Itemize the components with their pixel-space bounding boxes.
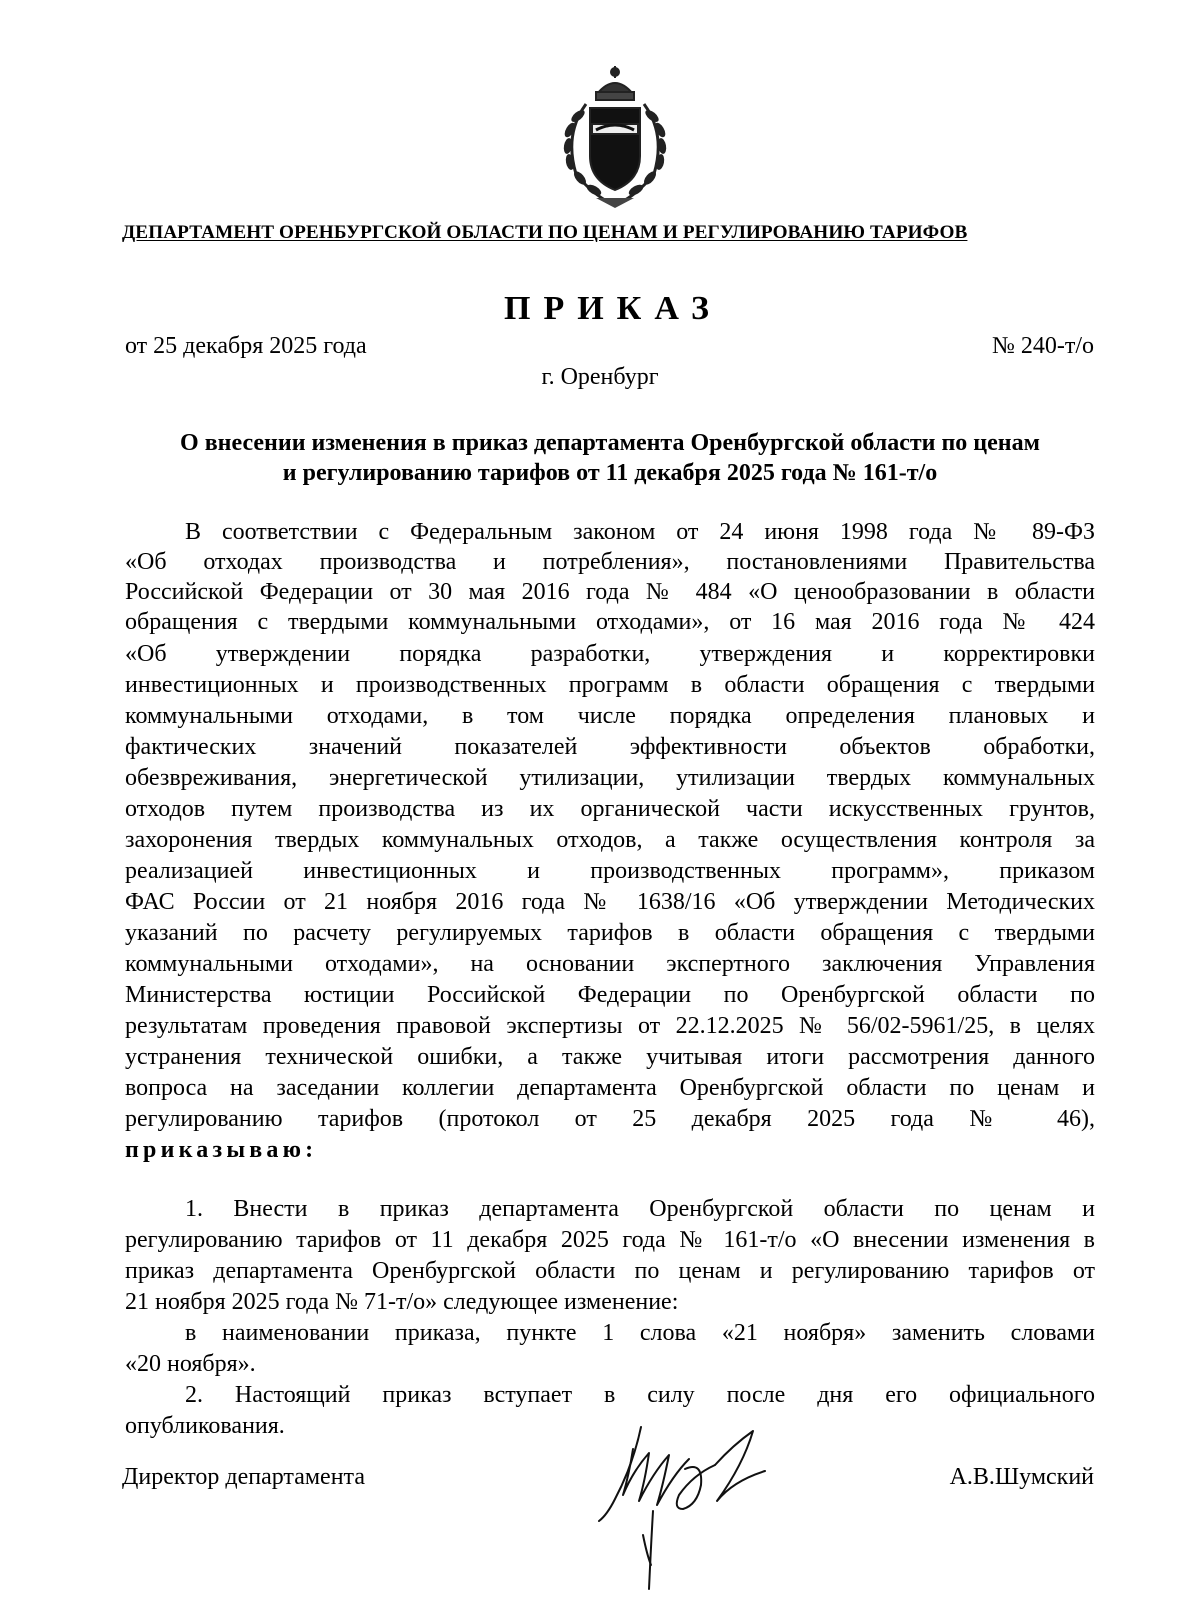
body-line: реализацией инвестиционных и производственных программ», приказом <box>125 858 1095 884</box>
body-line: захоронения твердых коммунальных отходов, а также осуществления контроля за <box>125 827 1095 853</box>
body-line: обращения с твердыми коммунальными отходами», от 16 мая 2016 года № 424 <box>125 609 1095 635</box>
item-line: 1. Внести в приказ департамента Оренбургской области по ценам и <box>185 1196 1095 1222</box>
order-subject <box>110 428 1110 488</box>
document-type-title: ПРИКАЗ <box>504 290 722 327</box>
order-city: г. Оренбург <box>541 364 659 390</box>
order-number: № 240-т/о <box>991 333 1094 359</box>
body-line: обезвреживания, энергетической утилизации, утилизации твердых коммунальных <box>125 765 1095 791</box>
body-line: регулированию тарифов (протокол от 25 декабря 2025 года № 46), <box>125 1106 1095 1132</box>
body-line: ФАС России от 21 ноября 2016 года № 1638/16 «Об утверждении Методических <box>125 889 1095 915</box>
body-line: коммунальными отходами», на основании экспертного заключения Управления <box>125 951 1095 977</box>
body-line: «Об утверждении порядка разработки, утверждения и корректировки <box>125 641 1095 667</box>
coat-of-arms-emblem <box>552 64 678 210</box>
subject-line: О внесении изменения в приказ департамента Оренбургской области по ценам <box>180 430 1040 456</box>
item-line: 2. Настоящий приказ вступает в силу после дня его официального <box>185 1382 1095 1408</box>
signer-role: Директор департамента <box>122 1464 365 1490</box>
body-line: отходов путем производства из их органической части искусственных грунтов, <box>125 796 1095 822</box>
body-line: «Об отходах производства и потребления», постановлениями Правительства <box>125 549 1095 575</box>
handwritten-signature <box>593 1425 793 1595</box>
body-line: инвестиционных и производственных программ в области обращения с твердыми <box>125 672 1095 698</box>
body-line: Министерства юстиции Российской Федерации по Оренбургской области по <box>125 982 1095 1008</box>
signer-name: А.В.Шумский <box>949 1464 1094 1490</box>
body-line: устранения технической ошибки, а также учитывая итоги рассмотрения данного <box>125 1044 1095 1070</box>
item-line: в наименовании приказа, пункте 1 слова «21 ноября» заменить словами <box>185 1320 1095 1346</box>
body-line: Российской Федерации от 30 мая 2016 года № 484 «О ценообразовании в области <box>125 579 1095 605</box>
item-line: опубликования. <box>125 1413 285 1439</box>
body-line: В соответствии с Федеральным законом от 24 июня 1998 года № 89-ФЗ <box>185 519 1095 545</box>
order-date: от 25 декабря 2025 года <box>125 333 367 359</box>
body-line: коммунальными отходами, в том числе порядка определения плановых и <box>125 703 1095 729</box>
body-line: вопроса на заседании коллегии департамента Оренбургской области по ценам и <box>125 1075 1095 1101</box>
body-line: фактических значений показателей эффективности объектов обработки, <box>125 734 1095 760</box>
item-line: 21 ноября 2025 года № 71-т/о» следующее изменение: <box>125 1289 679 1315</box>
body-line: результатам проведения правовой экспертизы от 22.12.2025 № 56/02-5961/25, в целях <box>125 1013 1095 1039</box>
order-directive: приказываю: <box>125 1137 318 1163</box>
item-line: приказ департамента Оренбургской области по ценам и регулированию тарифов от <box>125 1258 1095 1284</box>
body-line: указаний по расчету регулируемых тарифов в области обращения с твердыми <box>125 920 1095 946</box>
item-line: регулированию тарифов от 11 декабря 2025 года № 161-т/о «О внесении изменения в <box>125 1227 1095 1253</box>
item-line: «20 ноября». <box>125 1351 256 1377</box>
subject-line: и регулированию тарифов от 11 декабря 2025 года № 161-т/о <box>282 460 938 486</box>
department-name: ДЕПАРТАМЕНТ ОРЕНБУРГСКОЙ ОБЛАСТИ ПО ЦЕНАМ И РЕГУЛИРОВАНИЮ ТАРИФОВ <box>122 222 968 243</box>
